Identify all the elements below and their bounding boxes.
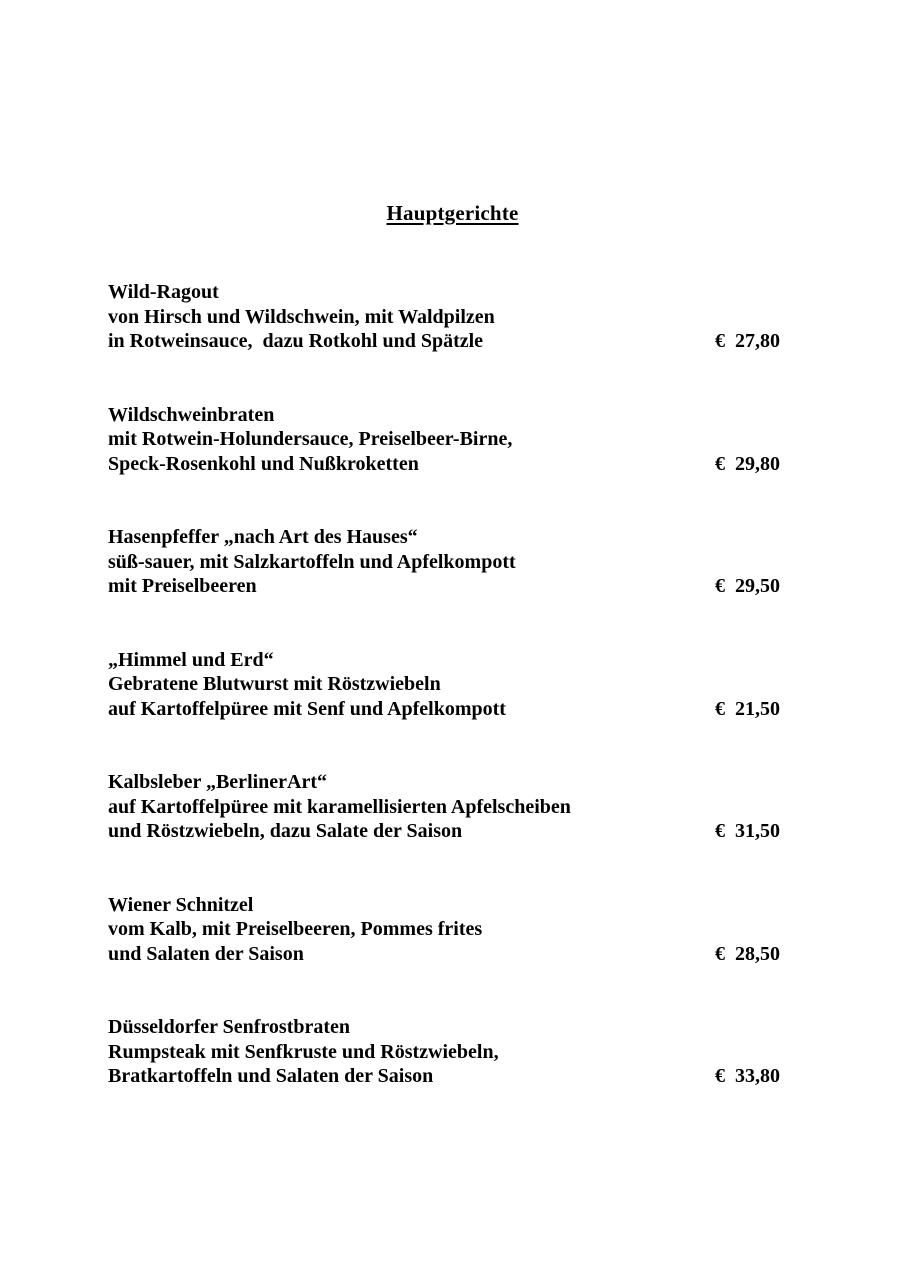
dish-price: € 27,80 (715, 330, 780, 352)
dish-description-price-row (108, 1064, 780, 1089)
dish-description-line: süß-sauer, mit Salzkartoffeln und Apfelkompott (108, 550, 516, 573)
dish-name: Kalbsleber „BerlinerArt“ (108, 771, 328, 793)
dish-name: Hasenpfeffer „nach Art des Hauses“ (108, 526, 418, 548)
dish-name: Düsseldorfer Senfrostbraten (108, 1016, 351, 1038)
dish-description-line: mit Preiselbeeren (108, 575, 257, 597)
menu-item (108, 525, 780, 599)
dish-description-price-row (108, 329, 780, 354)
dish-description-price-row (108, 942, 780, 967)
menu-item (108, 770, 780, 844)
dish-name: Wild-Ragout (108, 281, 219, 303)
dish-description-price-row (108, 452, 780, 477)
dish-name: Wiener Schnitzel (108, 893, 254, 916)
dish-description-line: Speck-Rosenkohl und Nußkroketten (108, 452, 419, 475)
dish-description-line: und Röstzwiebeln, dazu Salate der Saison (108, 820, 463, 842)
dish-description-line: und Salaten der Saison (108, 942, 304, 965)
dish-description-line: vom Kalb, mit Preiselbeeren, Pommes frites (108, 918, 483, 940)
dish-description-line: Rumpsteak mit Senfkruste und Röstzwiebeln, (108, 1040, 499, 1063)
menu-item (108, 280, 780, 354)
dish-price: € 33,80 (715, 1065, 780, 1087)
dish-name: Wildschweinbraten (108, 403, 275, 426)
dish-description-price-row (108, 819, 780, 844)
dish-description-line: von Hirsch und Wildschwein, mit Waldpilzen (108, 305, 495, 328)
menu-item (108, 403, 780, 477)
dish-description-price-row (108, 697, 780, 722)
dish-price: € 29,80 (715, 452, 780, 475)
dish-description-price-row (108, 574, 780, 599)
dish-description-line: in Rotweinsauce, dazu Rotkohl und Spätzle (108, 330, 484, 352)
menu-item (108, 1015, 780, 1089)
dish-description-line: auf Kartoffelpüree mit Senf und Apfelkompott (108, 697, 506, 720)
page-title: Hauptgerichte (386, 201, 519, 225)
dish-price: € 21,50 (715, 697, 780, 720)
dish-description-line: Bratkartoffeln und Salaten der Saison (108, 1065, 434, 1087)
dish-price: € 29,50 (715, 575, 780, 597)
menu-item (108, 893, 780, 967)
dish-description-line: Gebratene Blutwurst mit Röstzwiebeln (108, 673, 441, 695)
dish-price: € 28,50 (715, 942, 780, 965)
dish-description-line: auf Kartoffelpüree mit karamellisierten Apfelscheiben (108, 795, 571, 818)
dish-price: € 31,50 (715, 820, 780, 842)
menu-item (108, 648, 780, 722)
dish-description-line: mit Rotwein-Holundersauce, Preiselbeer-Birne, (108, 428, 513, 450)
menu-items-list (108, 280, 780, 1089)
dish-name: „Himmel und Erd“ (108, 648, 274, 671)
